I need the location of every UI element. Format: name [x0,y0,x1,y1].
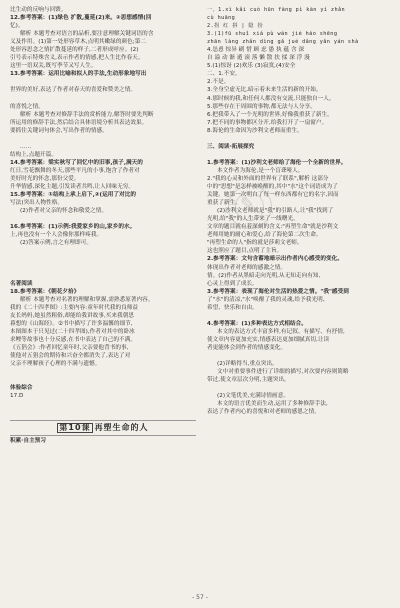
right-line: 关键。她第一次明白了每一样东西都有它的名字,因而 [207,192,339,199]
left-line: 忆)。 [10,23,24,30]
lesson-title: 再塑生命的人 [94,423,149,433]
left-line: 16.参考答案：(1)示例:我爱家乡的山,家乡的水。 [10,224,136,231]
left-line: 14.参考答案：梁实秋写了回忆中的旧事,孩子,满天的 [10,159,143,166]
right-line: 了"水"的清凉,"水"唤醒了我的灵魂,给予我光明、 [207,296,329,303]
left-line: 18.参考答案：《朝花夕拾》 [10,288,80,295]
right-line: cù huāng [207,15,236,22]
right-line: 三、阅读·拓展探究 [207,143,255,150]
left-line [10,376,196,384]
right-line: 体现出作者对老师的感激之情。 [207,264,287,271]
left-line: 这里一语双关,既写季节又写人生。 [10,63,97,70]
section-label: 积累·自主预习 [10,438,47,445]
right-line: 6.把我带入了一个光明的世界,好像我重获了新生。 [207,111,333,118]
right-line: 2.参考答案：文句含蓄地暗示出作者内心感受的变化。 [207,256,343,263]
left-line: 处形容思念之情扩散蔓延的样子,二者形成呼应。(2) [10,47,139,54]
left-line [10,95,196,103]
right-line: 自 溢 动 渐 遁 滚 落 懒 散 扶 揉 深 浮 漫 [207,55,310,62]
left-line: 的喜悦之情。 [10,103,44,110]
right-line: 本文的语言优美而生动,运用了多种修辞手法, [217,401,328,408]
right-line [207,384,394,392]
left-line: 结构上,点题开篇。 [10,151,57,158]
left-line: 暮想的《山海经》。②书中描写了许多温馨的细节, [10,320,133,327]
right-line: 老师用她的耐心和爱心,给了海伦第二次生命。 [207,232,322,239]
left-column [10,6,196,445]
left-line [10,272,196,280]
right-line: 4.怂恿 惊异 刷 惜 顾 虑 愚 执 蕴 含 深 [207,47,305,54]
left-line [10,78,196,86]
right-line: 希望、快乐和自由。 [207,304,258,311]
left-line: 解析 本题考查对语言的品析,要注意理解关键词语的含 [20,31,154,38]
left-line [10,135,196,143]
right-line: "再塑生命的人"指的就是莎莉文老师。 [207,240,303,247]
left-line: 《五猖会》:作者回忆童年时,父亲要他背书的事, [10,344,129,351]
right-line: 二、1.不安。 [207,71,241,78]
right-line: 中的"思想"是怎样被唤醒的,其中"水"这个词语成为了 [207,184,338,191]
right-line: 3.(1)fū shuǐ xiá pù wán jié háo shēng [207,31,338,38]
right-line: 表达了作者内心的喜悦和对老师的感恩之情。 [207,409,320,416]
right-line: 8.海伦的生命因为沙利文老师而重生。 [207,127,303,134]
lesson-heading [10,420,196,436]
left-line [10,215,196,223]
left-line: 引号表示特殊含义,表示作者的情感,把人生比作春天。 [10,55,144,62]
right-line: 3.参考答案：表现了海伦对生活的热爱之情。"我"感受到 [207,288,349,295]
right-line: 一、1.xì kǎi cuò hūn fàng pì kàn yí zhǎn [207,7,346,13]
lesson-number: 第10课 [59,423,91,433]
left-line [10,264,196,272]
right-line: 情。(2)作者从黑暗走向光明,从无知走向有知, [207,272,321,279]
left-line: 17.D [10,393,24,400]
left-line [10,408,196,416]
right-line: 文中对重要事件进行了详细的描写,对次要内容则简略 [217,369,349,376]
left-line: 我的《二十四孝图》:主要内容:童年时代我的良师益 [10,304,139,311]
right-line: 2.不是。 [207,79,230,86]
left-line: 12.参考答案：(1)绿色 扩散,蔓延(2)来。②思想感情(回 [10,15,152,22]
right-line [207,312,394,320]
right-line: 文章的题目就有着深刻的含义:"再塑生命"就是沙利文 [207,224,339,231]
right-line: (2)详略得当,重点突出。 [217,361,278,368]
right-line: 者更能体会到作者的情感变化。 [207,344,287,351]
right-line: 5.那些存在于周围的事物,都无法与人分享。 [207,103,316,110]
right-line: 1.参考答案：(1)沙利文老师给了海伦一个全新的世界。 [207,159,347,166]
right-line: 心灵上得到了成长。 [207,280,258,287]
right-line: zhān làng zhǎn dìng gǎ jué dǎng yǎn yán shà [207,39,359,46]
left-line: 义及作用。(1)第一处形容草木,点明其嫩绿的颜色;第二 [10,39,146,46]
left-line: 名著阅读 [10,280,33,287]
left-line: 上,再也没有一个人会像你那样疼我。 [10,232,103,239]
left-line: 15.参考答案：①结构上承上启下,②(运用了对比的 [10,192,137,199]
right-line [207,151,394,159]
right-line: 4.参考答案：(1)多种表达方式相结合。 [207,320,307,327]
left-line: 写法)突出人物性格。 [10,200,64,207]
right-line: 使文章内容更加充实,情感表达更加细腻真切,让读 [207,336,330,343]
left-line: 使他对五猖会的期待和兴奋全都消失了,表达了对 [10,353,131,360]
left-line: 13.参考答案：运用比喻和拟人的手法,生动形象地写出 [10,71,147,78]
left-line: 本图图本于只见过(二十四孝图),作者对其中的卧冰 [10,328,135,335]
right-line [207,135,394,143]
right-line: (2)沙利文老师就是"我"的引路人,让"我"找到了 [217,208,334,215]
right-line: (2)文笔优美,充满诗情画意。 [217,393,289,400]
left-line: 美好时光的怀念,那份父爱。 [10,175,80,182]
left-line [10,368,196,376]
left-line: 比生动的反响与回馈。 [10,7,67,13]
right-line: 5.(1)惊讶 (2)欢乐 (3)寂寞,(4)安全 [207,63,296,70]
left-line: (2)答案示例,言之有理即可。 [20,240,92,247]
left-line: 解析 本题考查对名著的理解和掌握,需熟悉原著内容。 [20,296,154,303]
left-line: (2)作者对父亲的怀念和敬爱之情。 [20,208,108,215]
left-line [10,247,196,255]
right-line: 4.那时候的我,和任何人都没有交流,只能独自一人。 [207,95,335,102]
left-line: …… [20,143,32,150]
right-line: 光明,给"我"的人生带来了一线曙光。 [207,216,299,223]
right-line: 本文的表达方式丰富多样,有记叙、有描写、有抒情, [217,328,345,335]
left-line: 升华情感,深化主题,引发读者共鸣,让人回味无穷。 [10,184,135,191]
left-line [10,255,196,263]
page-number: - 57 - [192,594,208,601]
right-line: 2."我的心灵和外面的世界有了联系",解析 这部分 [207,175,329,182]
right-line: 重获了新生。 [207,200,241,207]
left-line: 父亲不理解孩子心理的不满与遗憾。 [10,361,101,368]
right-line [207,352,394,360]
left-line: 求鲤等故事也十分反感,在书中表达了自己的不满。 [10,336,136,343]
right-line: 本文作者为海伦,是一个盲聋哑人。 [217,167,304,174]
left-line [10,400,196,408]
watermark-icon: ✎ [240,194,256,215]
left-line: 所运用的修辞手法,然后结合具体语境分析其表达效果。 [10,119,148,126]
left-line: 体验综合 [10,385,33,392]
left-line: 解析 本题考查对修辞手法的赏析能力,解答时要先判断 [20,111,154,118]
left-line: 红日,雪花飘舞的冬天,那些平凡的小事,饱含了作者对 [10,167,140,174]
left-line: 友长妈妈,她虽然粗俗,却能给我讲故事,买来我朝思 [10,312,135,319]
left-line: 要抓住关键词句体会,写出作者的情感。 [10,127,108,134]
left-line: 世界的美好,表达了作者对春天的喜爱和赞美之情。 [10,87,136,94]
right-line: 带过,使文章层次分明,主题突出。 [207,377,290,384]
right-line: 7.把不同的事物都区分开,给我打开了一扇窗户。 [207,119,328,126]
right-line: 2.拐 红 拼 | 隐 扮 [207,23,264,30]
right-line: 3.全身空虚无比,暗示着未来生活的新的开始。 [207,87,322,94]
right-line: 这也照应了题目,点明了主旨。 [207,248,283,255]
